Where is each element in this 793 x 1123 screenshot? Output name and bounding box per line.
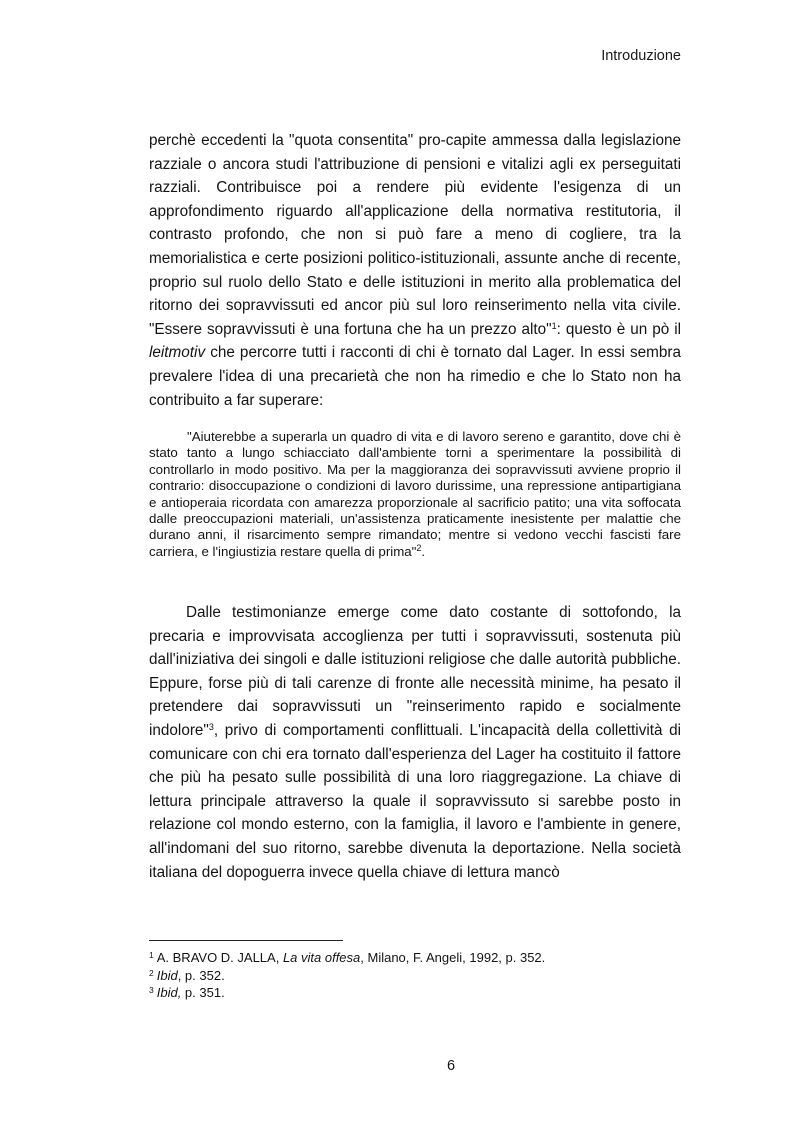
paragraph-2: [149, 601, 681, 884]
footnotes: [149, 949, 709, 1002]
emphasis-leitmotiv: leitmotiv: [149, 344, 206, 362]
page-number: 6: [447, 1058, 456, 1074]
footnote-2: [149, 967, 709, 985]
running-header: Introduzione: [601, 48, 681, 64]
footnote-number: 1: [149, 950, 154, 960]
footnote-title: La vita offesa: [282, 950, 361, 965]
quote-end: .: [421, 543, 426, 559]
paragraph-1: [149, 129, 681, 412]
footnote-citation: , Milano, F. Angeli, 1992, p. 352.: [360, 950, 546, 965]
footnote-ref-3: 3: [208, 721, 214, 732]
paragraph-1-text-a: perchè eccedenti la "quota consentita" pro-capite ammessa dalla legislazione razziale o ancora studi l'attribuzione di pensioni e vitalizi agli ex perseguitati razziali. Contribuisce poi a rendere più evidente l'esigenza di un approfondimento riguardo all'applicazione della normativa restitutoria, il contrasto profondo, che non si può fare a meno di cogliere, tra la memorialistica e certe posizioni politico-istituzionali, assunte anche di recente, proprio sul ruolo dello Stato e delle istituzioni in merito alla problematica del ritorno dei sopravvissuti ed ancor più sul loro reinserimento nella vita civile. "Essere sopravvissuti è una fortuna che ha un prezzo alto": [149, 132, 681, 338]
footnote-separator: [149, 940, 343, 941]
block-quote: [149, 429, 681, 560]
footnote-ref-1: 1: [551, 320, 557, 331]
paragraph-2-text-b: , privo di comportamenti conflittuali. L'incapacità della collettività di comunicare con chi era tornato dall'esperienza del Lager ha costituito il fattore che più ha pesato sulle possibilità di una loro riaggregazione. La chiave di lettura principale attraverso la quale il sopravvissuto si sarebbe posto in relazione col mondo esterno, con la famiglia, il lavoro e l'ambiente in genere, all'indomani del suo ritorno, sarebbe divenuta la deportazione. Nella società italiana del dopoguerra invece quella chiave di lettura mancò: [149, 721, 681, 881]
paragraph-1-text-b: : questo è un pò il: [556, 320, 681, 338]
footnote-citation: , p. 352.: [177, 967, 225, 983]
footnote-ibid: Ibid,: [156, 985, 182, 1000]
footnote-3: [149, 984, 709, 1002]
footnote-ibid: Ibid: [156, 967, 178, 983]
quote-text: "Aiuterebbe a superarla un quadro di vita e di lavoro sereno e garantito, dove chi è stato tanto a lungo schiacciato dall'ambiente torni a sperimentare la possibilità di controllarlo in modo positivo. Ma per la maggioranza dei sopravvissuti avviene proprio il contrario: disoccupazione o condizioni di lavoro durissime, una repressione antipartigiana e antioperaia ricordata con amarezza proporzionale al sacrificio patito; una vita soffocata dalle preoccupazioni materiali, un'assistenza praticamente inesistente per malattie che durano anni, il risarcimento sempre rimandato; mentre si vedono vecchi fascisti fare carriera, e l'ingiustizia restare quella di prima": [149, 429, 681, 559]
footnote-1: [149, 949, 709, 967]
footnote-number: 3: [149, 985, 154, 995]
footnote-ref-2: 2: [416, 542, 422, 553]
footnote-number: 2: [149, 967, 154, 978]
footnote-author: A. BRAVO D. JALLA,: [156, 950, 283, 965]
paragraph-1-text-c: che percorre tutti i racconti di chi è tornato dal Lager. In essi sembra prevalere l'idea di una precarietà che non ha rimedio e che lo Stato non ha contribuito a far superare:: [149, 344, 681, 409]
paragraph-2-text-a: Dalle testimonianze emerge come dato costante di sottofondo, la precaria e improvvisata accoglienza per tutti i sopravvissuti, sostenuta più dall'iniziativa dei singoli e dalle istituzioni religiose che dalle autorità pubbliche. Eppure, forse più di tali carenze di fronte alle necessità minime, ha pesato il pretendere dai sopravvissuti un "reinserimento rapido e socialmente indolore": [149, 604, 681, 739]
footnote-citation: p. 351.: [181, 985, 225, 1000]
